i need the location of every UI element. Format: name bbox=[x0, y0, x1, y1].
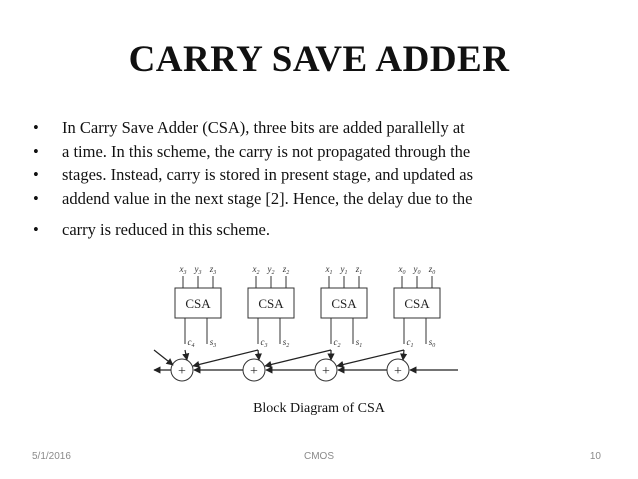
output-label: $c_3$ bbox=[260, 337, 268, 349]
bullet-item: • In Carry Save Adder (CSA), three bits are added parallelly at bbox=[33, 116, 623, 140]
bullet-dot: • bbox=[33, 141, 39, 161]
page-number: 10 bbox=[589, 451, 601, 462]
sum-arrow bbox=[185, 350, 187, 360]
slide-title: CARRY SAVE ADDER bbox=[128, 39, 510, 80]
bullet-item: • a time. In this scheme, the carry is not propagated through the bbox=[33, 140, 623, 164]
carry-arrow bbox=[154, 350, 173, 365]
output-label: $s_1$ bbox=[355, 337, 363, 349]
input-label: $y_1$ bbox=[340, 264, 348, 276]
csa-block-label: CSA bbox=[258, 296, 284, 311]
csa-block-diagram bbox=[148, 262, 478, 392]
output-label: $s_2$ bbox=[282, 337, 290, 349]
input-label: $y_0$ bbox=[413, 264, 421, 276]
bullet-list bbox=[33, 116, 623, 242]
input-label: $z_0$ bbox=[428, 264, 436, 276]
bullet-dot: • bbox=[33, 165, 39, 184]
adder-symbol: + bbox=[178, 364, 186, 379]
bullet-item: • addend value in the next stage [2]. Hence, the delay due to the bbox=[33, 187, 623, 211]
output-label: $c_1$ bbox=[406, 337, 414, 349]
footer-title: CMOS bbox=[304, 451, 334, 462]
csa-block-label: CSA bbox=[331, 296, 357, 311]
bullet-item: • carry is reduced in this scheme. bbox=[33, 218, 623, 242]
input-label: $x_2$ bbox=[252, 264, 260, 276]
input-label: $x_0$ bbox=[398, 264, 406, 276]
footer-date: 5/1/2016 bbox=[32, 451, 71, 462]
output-label: $s_0$ bbox=[428, 337, 436, 349]
input-label: $y_3$ bbox=[194, 264, 202, 276]
input-label: $z_1$ bbox=[355, 264, 363, 276]
input-label: $z_2$ bbox=[282, 264, 290, 276]
input-label: $x_1$ bbox=[325, 264, 333, 276]
output-label: $s_3$ bbox=[209, 337, 217, 349]
output-label: $c_2$ bbox=[333, 337, 341, 349]
sum-arrow bbox=[403, 350, 404, 360]
input-label: $z_3$ bbox=[209, 264, 217, 276]
diagram-caption: Block Diagram of CSA bbox=[253, 401, 385, 416]
csa-block-label: CSA bbox=[404, 296, 430, 311]
input-label: $y_2$ bbox=[267, 264, 275, 276]
bullet-dot: • bbox=[33, 118, 39, 137]
input-label: $x_3$ bbox=[179, 264, 187, 276]
adder-symbol: + bbox=[322, 364, 330, 379]
output-label: $c_4$ bbox=[187, 337, 195, 349]
csa-block-label: CSA bbox=[185, 296, 211, 311]
sum-arrow bbox=[258, 350, 259, 360]
bullet-dot: • bbox=[33, 220, 39, 239]
adder-symbol: + bbox=[250, 364, 258, 379]
adder-symbol: + bbox=[394, 364, 402, 379]
bullet-item: • stages. Instead, carry is stored in present stage, and updated as bbox=[33, 163, 623, 187]
bullet-dot: • bbox=[33, 188, 39, 208]
